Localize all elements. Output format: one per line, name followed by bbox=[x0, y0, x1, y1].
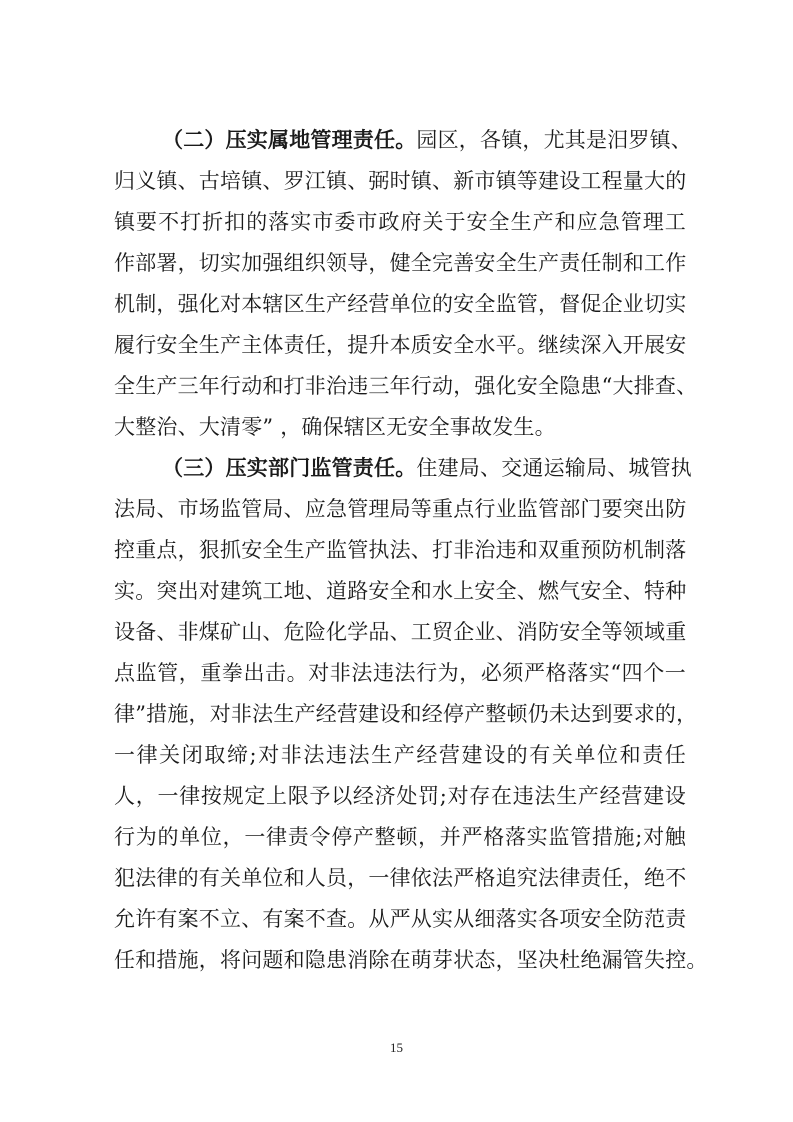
paragraph-line: 控重点，狠抓安全生产监管执法、打非治违和双重预防机制落 bbox=[114, 538, 687, 562]
paragraph-line: 住建局、交通运输局、城管执 bbox=[416, 456, 693, 480]
section-2-heading: （二）压实属地管理责任。 bbox=[162, 127, 417, 152]
paragraph-line: 作部署，切实加强组织领导，健全完善安全生产责任制和工作 bbox=[114, 251, 687, 275]
section-3-first-line bbox=[162, 454, 693, 484]
paragraph-line: 归义镇、古培镇、罗江镇、弼时镇、新市镇等建设工程量大的 bbox=[114, 169, 687, 193]
paragraph-line: 犯法律的有关单位和人员，一律依法严格追究法律责任，绝不 bbox=[114, 866, 687, 890]
paragraph-line: 镇要不打折扣的落实市委市政府关于安全生产和应急管理工 bbox=[114, 210, 686, 234]
paragraph-line: 实。突出对建筑工地、道路安全和水上安全、燃气安全、特种 bbox=[114, 579, 687, 603]
paragraph-line: 机制，强化对本辖区生产经营单位的安全监管，督促企业切实 bbox=[114, 292, 687, 316]
paragraph-line: 允许有案不立、有案不查。从严从实从细落实各项安全防范责 bbox=[114, 907, 687, 931]
paragraph-line: 设备、非煤矿山、危险化学品、工贸企业、消防安全等领域重 bbox=[114, 620, 687, 644]
section-2-first-line bbox=[162, 126, 693, 156]
paragraph-line: 律”措施，对非法生产经营建设和经停产整顿仍未达到要求的， bbox=[114, 702, 698, 726]
page-number: 15 bbox=[390, 1040, 403, 1055]
section-3-heading: （三）压实部门监管责任。 bbox=[162, 455, 417, 480]
paragraph-line: 一律关闭取缔;对非法违法生产经营建设的有关单位和责任 bbox=[114, 743, 686, 767]
paragraph-line: 园区，各镇，尤其是汨罗镇、 bbox=[416, 128, 693, 152]
paragraph-line: 点监管，重拳出击。对非法违法行为，必须严格落实“四个一 bbox=[114, 661, 686, 685]
paragraph-line: 行为的单位，一律责令停产整顿，并严格落实监管措施;对触 bbox=[114, 825, 686, 849]
paragraph-line: 人，一律按规定上限予以经济处罚;对存在违法生产经营建设 bbox=[114, 784, 686, 808]
paragraph-line: 法局、市场监管局、应急管理局等重点行业监管部门要突出防 bbox=[114, 497, 687, 521]
paragraph-line: 大整治、大清零” ，确保辖区无安全事故发生。 bbox=[114, 415, 556, 439]
paragraph-line: 任和措施，将问题和隐患消除在萌芽状态，坚决杜绝漏管失控。 bbox=[114, 948, 708, 972]
paragraph-line: 全生产三年行动和打非治违三年行动，强化安全隐患“大排查、 bbox=[114, 374, 698, 398]
paragraph-line: 履行安全生产主体责任，提升本质安全水平。继续深入开展安 bbox=[114, 333, 687, 357]
